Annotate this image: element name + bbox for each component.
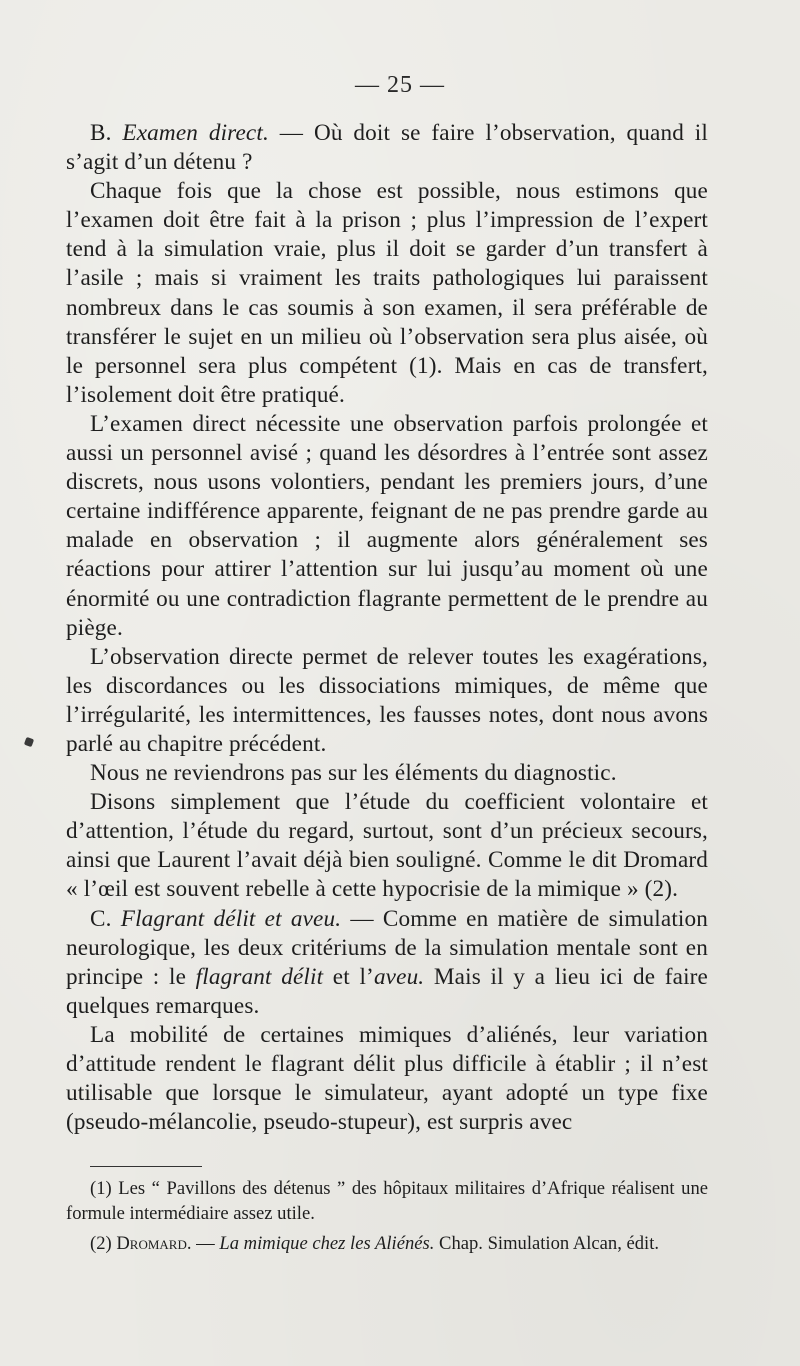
paragraph-6: La mobilité de certaines mimiques d’aliénés, leur variation d’attitude rendent le flagrant délit plus difficile à établir ; il n’est utilisable que lorsque le simulateur, ayant adopté un type fixe (pseudo-mélancolie, pseudo-stupeur), est surpris avec bbox=[66, 1021, 708, 1136]
paragraph-1: Chaque fois que la chose est possible, nous estimons que l’examen doit être fait à la prison ; plus l’impression de l’expert tend à la simulation vraie, plus il doit se garder d’un transfert à l’asile ; mais si vraiment les traits pathologiques lui paraissent nombreux dans le cas soumis à son examen, il sera préférable de transférer le sujet en un milieu où l’observation sera plus aisée, où le personnel sera plus compétent (1). Mais en cas de transfert, l’isolement doit être pratiqué. bbox=[66, 178, 708, 408]
footnote-divider bbox=[90, 1166, 202, 1167]
paragraph-5: Disons simplement que l’étude du coefficient volontaire et d’attention, l’étude du regard, surtout, sont d’un précieux secours, ainsi que Laurent l’avait déjà bien souligné. Comme le dit Dromard « l’œil est souvent rebelle à cette hypocrisie de la mimique » (2). bbox=[66, 789, 708, 903]
section-b-paragraph bbox=[66, 119, 708, 177]
footnote-2 bbox=[66, 1231, 708, 1256]
section-c-body-1: — Comme en matière de simulation neurologique, les deux critériums de la simulation mentale sont en principe : le bbox=[66, 905, 708, 990]
section-c-title: Flagrant délit et aveu. bbox=[120, 905, 342, 932]
margin-mark bbox=[24, 737, 34, 747]
footnote-2-rest: Chap. Simulation Alcan, édit. bbox=[434, 1233, 660, 1254]
section-b-label: B. bbox=[90, 120, 112, 146]
section-b-body: — Où doit se faire l’observation, quand il s’agit d’un détenu ? bbox=[66, 120, 708, 176]
section-c-label: C. bbox=[90, 905, 112, 932]
section-c-aveu: aveu. bbox=[373, 963, 425, 990]
footnote-2-separator: — bbox=[191, 1233, 220, 1254]
footnotes bbox=[66, 1176, 708, 1261]
footnote-1: (1) Les “ Pavillons des détenus ” des hôpitaux militaires d’Afrique réalisent une formule intermédiaire assez utile. bbox=[66, 1178, 708, 1224]
section-c-body-3: Mais il y a lieu ici de faire quelques remarques. bbox=[66, 963, 708, 1019]
paragraph-3: L’observation directe permet de relever toutes les exagérations, les discordances ou les dissociations mimiques, de même que l’irrégularité, les intermittences, les fausses notes, dont nous avons parlé au chapitre précédent. bbox=[66, 643, 708, 757]
section-c-paragraph bbox=[66, 905, 708, 1021]
section-b-title: Examen direct. bbox=[122, 120, 269, 146]
section-c-body-2: et l’ bbox=[323, 963, 374, 990]
section-c-flagrant: flagrant délit bbox=[195, 963, 324, 990]
paragraph-2: L’examen direct nécessite une observation parfois prolongée et aussi un personnel avisé ; quand les désordres à l’entrée sont assez discrets, nous usons volontiers, pendant les premiers jours, d’une certaine indifférence apparente, feignant de ne pas prendre garde au malade en observation ; il augmente alors généralement ses réactions pour attirer l’attention sur lui jusqu’au moment où une énormité ou une contradiction flagrante permettent de le prendre au piège. bbox=[66, 410, 708, 641]
body-text bbox=[66, 119, 708, 1137]
footnote-2-author: Dromard. bbox=[116, 1233, 192, 1254]
page-number: — 25 — bbox=[355, 72, 445, 98]
paragraph-4: Nous ne reviendrons pas sur les éléments du diagnostic. bbox=[90, 760, 617, 787]
footnote-2-number: (2) bbox=[90, 1233, 117, 1254]
footnote-2-title: La mimique chez les Aliénés. bbox=[219, 1233, 435, 1254]
